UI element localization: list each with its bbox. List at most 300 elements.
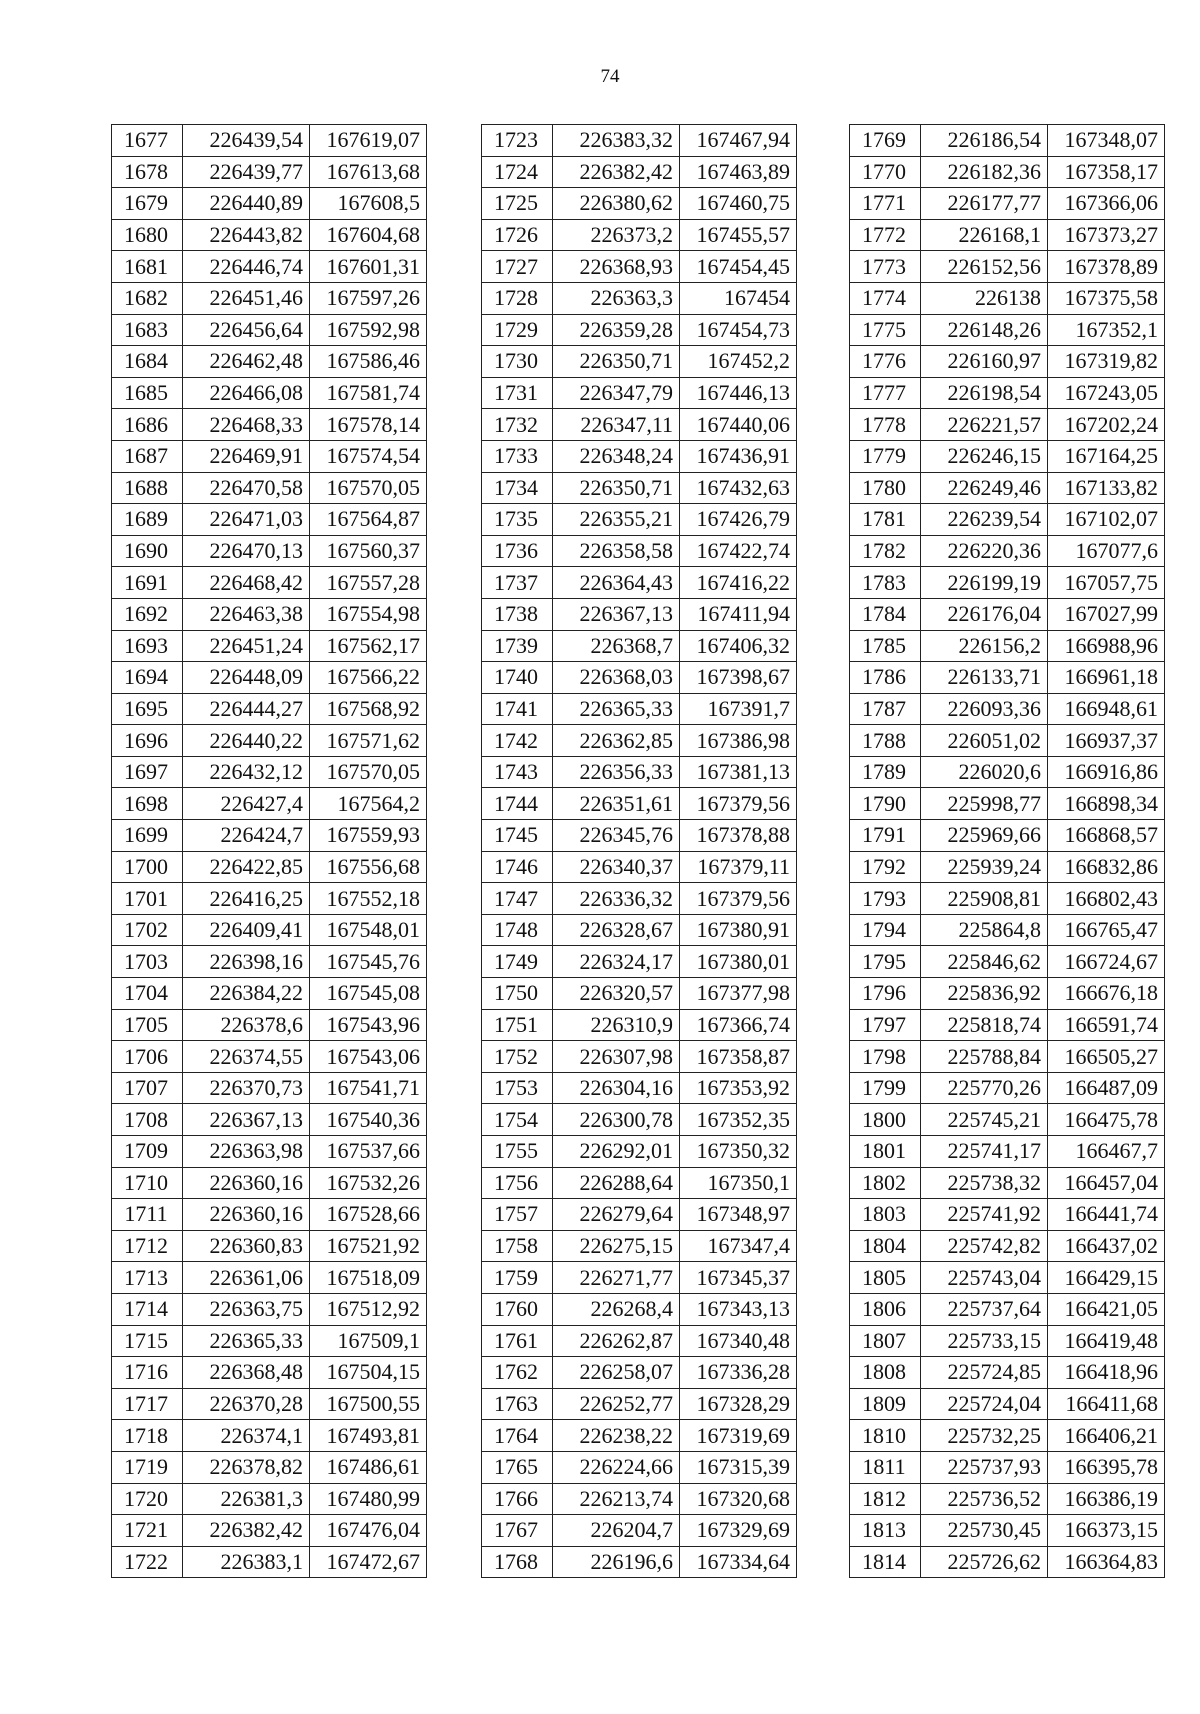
y-coordinate-cell: 167352,1 [1048, 314, 1165, 346]
point-number-cell: 1796 [850, 978, 921, 1010]
x-coordinate-cell: 226051,02 [921, 725, 1048, 757]
point-number-cell: 1783 [850, 567, 921, 599]
y-coordinate-cell: 167133,82 [1048, 472, 1165, 504]
point-number-cell: 1689 [112, 504, 183, 536]
y-coordinate-cell: 167613,68 [310, 156, 427, 188]
x-coordinate-cell: 226350,71 [553, 346, 680, 378]
x-coordinate-cell: 226196,6 [553, 1546, 680, 1578]
table-row [482, 693, 797, 725]
table-row [850, 1546, 1165, 1578]
y-coordinate-cell: 167366,06 [1048, 188, 1165, 220]
table-row [112, 314, 427, 346]
table-row [482, 188, 797, 220]
point-number-cell: 1779 [850, 440, 921, 472]
point-number-cell: 1766 [482, 1483, 553, 1515]
y-coordinate-cell: 167512,92 [310, 1293, 427, 1325]
table-row [482, 662, 797, 694]
point-number-cell: 1762 [482, 1357, 553, 1389]
x-coordinate-cell: 226470,58 [183, 472, 310, 504]
point-number-cell: 1683 [112, 314, 183, 346]
point-number-cell: 1761 [482, 1325, 553, 1357]
point-number-cell: 1726 [482, 219, 553, 251]
x-coordinate-cell: 225745,21 [921, 1104, 1048, 1136]
point-number-cell: 1778 [850, 409, 921, 441]
table-row [482, 946, 797, 978]
x-coordinate-cell: 226363,75 [183, 1293, 310, 1325]
y-coordinate-cell: 167557,28 [310, 567, 427, 599]
y-coordinate-cell: 167467,94 [680, 125, 797, 157]
y-coordinate-cell: 167381,13 [680, 756, 797, 788]
x-coordinate-cell: 226271,77 [553, 1262, 680, 1294]
point-number-cell: 1764 [482, 1420, 553, 1452]
y-coordinate-cell: 167352,35 [680, 1104, 797, 1136]
point-number-cell: 1801 [850, 1136, 921, 1168]
point-number-cell: 1741 [482, 693, 553, 725]
y-coordinate-cell: 167329,69 [680, 1515, 797, 1547]
table-row [112, 725, 427, 757]
y-coordinate-cell: 167373,27 [1048, 219, 1165, 251]
point-number-cell: 1769 [850, 125, 921, 157]
y-coordinate-cell: 167463,89 [680, 156, 797, 188]
x-coordinate-cell: 226398,16 [183, 946, 310, 978]
table-row [482, 1515, 797, 1547]
x-coordinate-cell: 225724,04 [921, 1388, 1048, 1420]
x-coordinate-cell: 225969,66 [921, 820, 1048, 852]
y-coordinate-cell: 167366,74 [680, 1009, 797, 1041]
point-number-cell: 1813 [850, 1515, 921, 1547]
table-row [850, 851, 1165, 883]
y-coordinate-cell: 167541,71 [310, 1072, 427, 1104]
table-row [850, 251, 1165, 283]
point-number-cell: 1787 [850, 693, 921, 725]
y-coordinate-cell: 167343,13 [680, 1293, 797, 1325]
point-number-cell: 1790 [850, 788, 921, 820]
point-number-cell: 1716 [112, 1357, 183, 1389]
table-row [112, 630, 427, 662]
y-coordinate-cell: 166591,74 [1048, 1009, 1165, 1041]
x-coordinate-cell: 226451,24 [183, 630, 310, 662]
point-number-cell: 1710 [112, 1167, 183, 1199]
y-coordinate-cell: 167411,94 [680, 598, 797, 630]
x-coordinate-cell: 226288,64 [553, 1167, 680, 1199]
x-coordinate-cell: 226328,67 [553, 914, 680, 946]
table-row [850, 188, 1165, 220]
point-number-cell: 1731 [482, 377, 553, 409]
point-number-cell: 1727 [482, 251, 553, 283]
x-coordinate-cell: 226380,62 [553, 188, 680, 220]
y-coordinate-cell: 167559,93 [310, 820, 427, 852]
point-number-cell: 1723 [482, 125, 553, 157]
point-number-cell: 1792 [850, 851, 921, 883]
table-row [482, 535, 797, 567]
table-row [112, 1041, 427, 1073]
x-coordinate-cell: 226262,87 [553, 1325, 680, 1357]
x-coordinate-cell: 226198,54 [921, 377, 1048, 409]
y-coordinate-cell: 166411,68 [1048, 1388, 1165, 1420]
x-coordinate-cell: 226356,33 [553, 756, 680, 788]
x-coordinate-cell: 226378,82 [183, 1451, 310, 1483]
y-coordinate-cell: 166898,34 [1048, 788, 1165, 820]
point-number-cell: 1794 [850, 914, 921, 946]
table-row [482, 1041, 797, 1073]
point-number-cell: 1684 [112, 346, 183, 378]
point-number-cell: 1802 [850, 1167, 921, 1199]
table-row [482, 1104, 797, 1136]
y-coordinate-cell: 166437,02 [1048, 1230, 1165, 1262]
table-row [850, 946, 1165, 978]
y-coordinate-cell: 167353,92 [680, 1072, 797, 1104]
table-row [112, 1104, 427, 1136]
point-number-cell: 1751 [482, 1009, 553, 1041]
x-coordinate-cell: 226345,76 [553, 820, 680, 852]
point-number-cell: 1791 [850, 820, 921, 852]
x-coordinate-cell: 226360,83 [183, 1230, 310, 1262]
y-coordinate-cell: 166724,67 [1048, 946, 1165, 978]
y-coordinate-cell: 166386,19 [1048, 1483, 1165, 1515]
x-coordinate-cell: 226424,7 [183, 820, 310, 852]
table-row [850, 1515, 1165, 1547]
table-row [482, 1230, 797, 1262]
y-coordinate-cell: 167334,64 [680, 1546, 797, 1578]
point-number-cell: 1770 [850, 156, 921, 188]
x-coordinate-cell: 226367,13 [183, 1104, 310, 1136]
table-row [850, 1451, 1165, 1483]
y-coordinate-cell: 167578,14 [310, 409, 427, 441]
x-coordinate-cell: 226374,55 [183, 1041, 310, 1073]
x-coordinate-cell: 226462,48 [183, 346, 310, 378]
point-number-cell: 1700 [112, 851, 183, 883]
point-number-cell: 1720 [112, 1483, 183, 1515]
point-number-cell: 1734 [482, 472, 553, 504]
point-number-cell: 1780 [850, 472, 921, 504]
y-coordinate-cell: 167597,26 [310, 282, 427, 314]
x-coordinate-cell: 226468,33 [183, 409, 310, 441]
table-row [850, 662, 1165, 694]
point-number-cell: 1744 [482, 788, 553, 820]
point-number-cell: 1800 [850, 1104, 921, 1136]
table-row [850, 282, 1165, 314]
x-coordinate-cell: 226362,85 [553, 725, 680, 757]
x-coordinate-cell: 226378,6 [183, 1009, 310, 1041]
table-row [850, 1167, 1165, 1199]
table-row [112, 409, 427, 441]
table-row [850, 377, 1165, 409]
point-number-cell: 1736 [482, 535, 553, 567]
y-coordinate-cell: 167452,2 [680, 346, 797, 378]
x-coordinate-cell: 226168,1 [921, 219, 1048, 251]
y-coordinate-cell: 166988,96 [1048, 630, 1165, 662]
x-coordinate-cell: 226347,79 [553, 377, 680, 409]
table-row [850, 1230, 1165, 1262]
y-coordinate-cell: 167378,89 [1048, 251, 1165, 283]
point-number-cell: 1707 [112, 1072, 183, 1104]
x-coordinate-cell: 226336,32 [553, 883, 680, 915]
point-number-cell: 1788 [850, 725, 921, 757]
coordinates-table-1 [111, 124, 427, 1578]
table-row [850, 346, 1165, 378]
point-number-cell: 1686 [112, 409, 183, 441]
x-coordinate-cell: 225846,62 [921, 946, 1048, 978]
table-row [112, 377, 427, 409]
point-number-cell: 1678 [112, 156, 183, 188]
table-row [112, 1483, 427, 1515]
x-coordinate-cell: 226363,3 [553, 282, 680, 314]
x-coordinate-cell: 226340,37 [553, 851, 680, 883]
point-number-cell: 1682 [112, 282, 183, 314]
table-row [112, 282, 427, 314]
table-row [482, 1325, 797, 1357]
table-row [112, 1072, 427, 1104]
point-number-cell: 1733 [482, 440, 553, 472]
table-row [112, 1009, 427, 1041]
x-coordinate-cell: 226224,66 [553, 1451, 680, 1483]
y-coordinate-cell: 167340,48 [680, 1325, 797, 1357]
y-coordinate-cell: 166505,27 [1048, 1041, 1165, 1073]
x-coordinate-cell: 226365,33 [183, 1325, 310, 1357]
point-number-cell: 1799 [850, 1072, 921, 1104]
point-number-cell: 1765 [482, 1451, 553, 1483]
x-coordinate-cell: 225732,25 [921, 1420, 1048, 1452]
y-coordinate-cell: 167581,74 [310, 377, 427, 409]
table-row [482, 251, 797, 283]
x-coordinate-cell: 226368,48 [183, 1357, 310, 1389]
point-number-cell: 1803 [850, 1199, 921, 1231]
point-number-cell: 1775 [850, 314, 921, 346]
point-number-cell: 1695 [112, 693, 183, 725]
table-row [850, 1262, 1165, 1294]
x-coordinate-cell: 226409,41 [183, 914, 310, 946]
x-coordinate-cell: 226368,03 [553, 662, 680, 694]
point-number-cell: 1739 [482, 630, 553, 662]
point-number-cell: 1679 [112, 188, 183, 220]
y-coordinate-cell: 166475,78 [1048, 1104, 1165, 1136]
point-number-cell: 1691 [112, 567, 183, 599]
point-number-cell: 1693 [112, 630, 183, 662]
y-coordinate-cell: 166441,74 [1048, 1199, 1165, 1231]
x-coordinate-cell: 226199,19 [921, 567, 1048, 599]
point-number-cell: 1725 [482, 188, 553, 220]
table-body [850, 125, 1165, 1578]
x-coordinate-cell: 226422,85 [183, 851, 310, 883]
x-coordinate-cell: 225939,24 [921, 851, 1048, 883]
point-number-cell: 1715 [112, 1325, 183, 1357]
y-coordinate-cell: 166373,15 [1048, 1515, 1165, 1547]
y-coordinate-cell: 167319,82 [1048, 346, 1165, 378]
x-coordinate-cell: 225818,74 [921, 1009, 1048, 1041]
point-number-cell: 1772 [850, 219, 921, 251]
table-row [112, 156, 427, 188]
x-coordinate-cell: 226300,78 [553, 1104, 680, 1136]
table-row [112, 820, 427, 852]
table-body [482, 125, 797, 1578]
point-number-cell: 1702 [112, 914, 183, 946]
table-row [112, 1515, 427, 1547]
x-coordinate-cell: 226275,15 [553, 1230, 680, 1262]
point-number-cell: 1752 [482, 1041, 553, 1073]
point-number-cell: 1743 [482, 756, 553, 788]
x-coordinate-cell: 226440,22 [183, 725, 310, 757]
y-coordinate-cell: 167454,73 [680, 314, 797, 346]
point-number-cell: 1798 [850, 1041, 921, 1073]
y-coordinate-cell: 167540,36 [310, 1104, 427, 1136]
table-row [482, 1009, 797, 1041]
x-coordinate-cell: 226439,77 [183, 156, 310, 188]
y-coordinate-cell: 166487,09 [1048, 1072, 1165, 1104]
point-number-cell: 1718 [112, 1420, 183, 1452]
point-number-cell: 1814 [850, 1546, 921, 1578]
table-row [850, 1325, 1165, 1357]
point-number-cell: 1701 [112, 883, 183, 915]
point-number-cell: 1755 [482, 1136, 553, 1168]
point-number-cell: 1806 [850, 1293, 921, 1325]
table-row [850, 1009, 1165, 1041]
x-coordinate-cell: 226220,36 [921, 535, 1048, 567]
table-row [850, 598, 1165, 630]
y-coordinate-cell: 167380,01 [680, 946, 797, 978]
y-coordinate-cell: 167592,98 [310, 314, 427, 346]
table-row [112, 125, 427, 157]
point-number-cell: 1719 [112, 1451, 183, 1483]
point-number-cell: 1804 [850, 1230, 921, 1262]
y-coordinate-cell: 167570,05 [310, 472, 427, 504]
x-coordinate-cell: 225736,52 [921, 1483, 1048, 1515]
table-row [850, 125, 1165, 157]
y-coordinate-cell: 166395,78 [1048, 1451, 1165, 1483]
point-number-cell: 1724 [482, 156, 553, 188]
table-row [850, 883, 1165, 915]
x-coordinate-cell: 226359,28 [553, 314, 680, 346]
y-coordinate-cell: 167564,2 [310, 788, 427, 820]
y-coordinate-cell: 166406,21 [1048, 1420, 1165, 1452]
y-coordinate-cell: 167380,91 [680, 914, 797, 946]
point-number-cell: 1805 [850, 1262, 921, 1294]
y-coordinate-cell: 167545,08 [310, 978, 427, 1010]
point-number-cell: 1746 [482, 851, 553, 883]
table-row [482, 314, 797, 346]
x-coordinate-cell: 226463,38 [183, 598, 310, 630]
table-row [112, 567, 427, 599]
x-coordinate-cell: 226324,17 [553, 946, 680, 978]
y-coordinate-cell: 167345,37 [680, 1262, 797, 1294]
table-row [482, 219, 797, 251]
x-coordinate-cell: 226360,16 [183, 1167, 310, 1199]
x-coordinate-cell: 226358,58 [553, 535, 680, 567]
y-coordinate-cell: 167504,15 [310, 1357, 427, 1389]
x-coordinate-cell: 226177,77 [921, 188, 1048, 220]
point-number-cell: 1677 [112, 125, 183, 157]
y-coordinate-cell: 167454,45 [680, 251, 797, 283]
point-number-cell: 1750 [482, 978, 553, 1010]
x-coordinate-cell: 226373,2 [553, 219, 680, 251]
point-number-cell: 1776 [850, 346, 921, 378]
table-row [850, 788, 1165, 820]
point-number-cell: 1793 [850, 883, 921, 915]
y-coordinate-cell: 167460,75 [680, 188, 797, 220]
table-row [482, 1388, 797, 1420]
table-row [482, 1262, 797, 1294]
y-coordinate-cell: 167375,58 [1048, 282, 1165, 314]
y-coordinate-cell: 167202,24 [1048, 409, 1165, 441]
point-number-cell: 1759 [482, 1262, 553, 1294]
point-number-cell: 1681 [112, 251, 183, 283]
x-coordinate-cell: 226148,26 [921, 314, 1048, 346]
x-coordinate-cell: 226365,33 [553, 693, 680, 725]
x-coordinate-cell: 226446,74 [183, 251, 310, 283]
point-number-cell: 1757 [482, 1199, 553, 1231]
y-coordinate-cell: 167521,92 [310, 1230, 427, 1262]
x-coordinate-cell: 226448,09 [183, 662, 310, 694]
y-coordinate-cell: 167548,01 [310, 914, 427, 946]
table-row [482, 409, 797, 441]
y-coordinate-cell: 166868,57 [1048, 820, 1165, 852]
x-coordinate-cell: 226427,4 [183, 788, 310, 820]
y-coordinate-cell: 167454 [680, 282, 797, 314]
point-number-cell: 1698 [112, 788, 183, 820]
point-number-cell: 1810 [850, 1420, 921, 1452]
table-row [112, 346, 427, 378]
table-row [482, 1357, 797, 1389]
y-coordinate-cell: 166916,86 [1048, 756, 1165, 788]
x-coordinate-cell: 226020,6 [921, 756, 1048, 788]
y-coordinate-cell: 167574,54 [310, 440, 427, 472]
y-coordinate-cell: 167566,22 [310, 662, 427, 694]
point-number-cell: 1786 [850, 662, 921, 694]
y-coordinate-cell: 167604,68 [310, 219, 427, 251]
table-row [482, 504, 797, 536]
x-coordinate-cell: 226360,16 [183, 1199, 310, 1231]
x-coordinate-cell: 225864,8 [921, 914, 1048, 946]
table-row [112, 1167, 427, 1199]
point-number-cell: 1713 [112, 1262, 183, 1294]
table-row [482, 125, 797, 157]
x-coordinate-cell: 226368,7 [553, 630, 680, 662]
table-row [850, 725, 1165, 757]
table-row [482, 282, 797, 314]
y-coordinate-cell: 167315,39 [680, 1451, 797, 1483]
x-coordinate-cell: 225998,77 [921, 788, 1048, 820]
point-number-cell: 1687 [112, 440, 183, 472]
table-row [482, 440, 797, 472]
table-row [112, 472, 427, 504]
x-coordinate-cell: 225743,04 [921, 1262, 1048, 1294]
y-coordinate-cell: 167608,5 [310, 188, 427, 220]
x-coordinate-cell: 226182,36 [921, 156, 1048, 188]
point-number-cell: 1703 [112, 946, 183, 978]
table-row [482, 1483, 797, 1515]
x-coordinate-cell: 226468,42 [183, 567, 310, 599]
point-number-cell: 1722 [112, 1546, 183, 1578]
y-coordinate-cell: 167347,4 [680, 1230, 797, 1262]
x-coordinate-cell: 226138 [921, 282, 1048, 314]
x-coordinate-cell: 226249,46 [921, 472, 1048, 504]
y-coordinate-cell: 166421,05 [1048, 1293, 1165, 1325]
table-row [112, 188, 427, 220]
y-coordinate-cell: 166418,96 [1048, 1357, 1165, 1389]
table-row [850, 1420, 1165, 1452]
y-coordinate-cell: 167358,87 [680, 1041, 797, 1073]
y-coordinate-cell: 167601,31 [310, 251, 427, 283]
x-coordinate-cell: 226152,56 [921, 251, 1048, 283]
y-coordinate-cell: 167057,75 [1048, 567, 1165, 599]
point-number-cell: 1748 [482, 914, 553, 946]
table-row [112, 504, 427, 536]
x-coordinate-cell: 226351,61 [553, 788, 680, 820]
table-row [482, 630, 797, 662]
y-coordinate-cell: 167320,68 [680, 1483, 797, 1515]
point-number-cell: 1785 [850, 630, 921, 662]
y-coordinate-cell: 167476,04 [310, 1515, 427, 1547]
point-number-cell: 1694 [112, 662, 183, 694]
